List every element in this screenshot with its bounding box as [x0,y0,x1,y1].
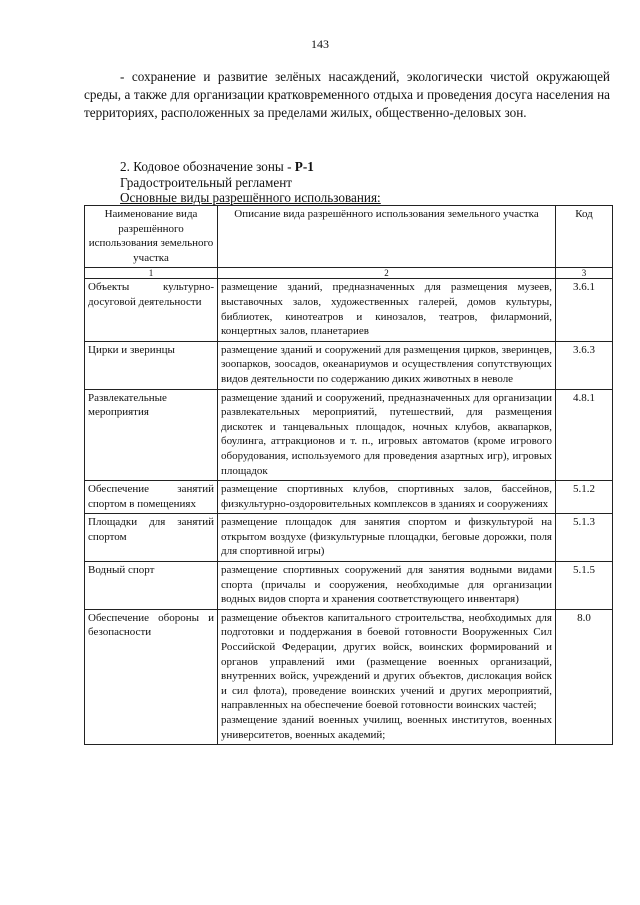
use-name: Цирки и зверинцы [85,341,218,389]
use-description: размещение спортивных сооружений для занятия водными видами спорта (причалы и сооружения, необходимые для организации водных видов спорта и хранения соответствующего инвентаря) [218,562,556,610]
table-row [85,481,613,514]
column-number: 3 [556,268,613,279]
use-description: размещение спортивных клубов, спортивных залов, бассейнов, физкультурно-оздоровительных комплексов в зданиях и сооружениях [218,481,556,514]
header-name: Наименование вида разрешённого использования земельного участка [85,206,218,268]
use-name: Обеспечение занятий спортом в помещениях [85,481,218,514]
use-description-continued: размещение зданий военных училищ, военных институтов, военных университетов, военных академий; [221,714,552,741]
table-row [85,341,613,389]
table-row [85,279,613,341]
regulation-heading: Градостроительный регламент [120,175,293,190]
use-description: размещение зданий и сооружений для размещения цирков, зверинцев, зоопарков, зоосадов, океанариумов и осуществления сопутствующих видов деятельности по содержанию диких животных в неволе [218,341,556,389]
table-row [85,562,613,610]
use-description: размещение зданий, предназначенных для размещения музеев, выставочных залов, художественных галерей, домов культуры, библиотек, кинотеатров и кинозалов, театров, филармоний, концертных залов, планетариев [218,279,556,341]
header-code: Код [556,206,613,268]
table-row [85,514,613,562]
page-number: 143 [311,37,329,51]
zone-code-prefix: 2. Кодовое обозначение зоны - [120,159,295,174]
use-code: 3.6.1 [556,279,613,341]
column-number-row [85,268,613,279]
use-code: 5.1.5 [556,562,613,610]
use-name: Объекты культурно-досуговой деятельности [85,279,218,341]
use-description-cell [218,609,556,744]
use-name: Обеспечение обороны и безопасности [85,609,218,744]
use-name: Развлекательные мероприятия [85,389,218,481]
use-name: Площадки для занятий спортом [85,514,218,562]
table-row [85,609,613,744]
use-code: 5.1.2 [556,481,613,514]
header-description: Описание вида разрешённого использования земельного участка [218,206,556,268]
use-description: размещение площадок для занятия спортом и физкультурой на открытом воздухе (физкультурные площадки, беговые дорожки, поля для спортивной игры) [218,514,556,562]
use-code: 4.8.1 [556,389,613,481]
use-description: размещение зданий и сооружений, предназначенных для организации развлекательных мероприятий, путешествий, для размещения дискотек и танцевальных площадок, ночных клубов, аквапарков, боулинга, аттракционов и т. п., игровых автоматов (кроме игрового оборудования, используемого для проведения азартных игр), игровых площадок [218,389,556,481]
intro-paragraph: - сохранение и развитие зелёных насаждений, экологически чистой окружающей среды, а также для организации кратковременного отдыха и проведения досуга населения на территориях, расположенных за пределами жилых, общественно-деловых зон. [84,69,610,120]
table-row [85,389,613,481]
basic-uses-heading: Основные виды разрешённого использования: [120,190,381,205]
use-code: 5.1.3 [556,514,613,562]
use-code: 8.0 [556,609,613,744]
zone-code: Р-1 [294,159,314,174]
zone-code-line [120,158,314,175]
column-number: 2 [218,268,556,279]
use-code: 3.6.3 [556,341,613,389]
use-name: Водный спорт [85,562,218,610]
table-header-row [85,206,613,268]
land-use-table [84,205,613,745]
use-description: размещение объектов капитального строительства, необходимых для подготовки и поддержания в боевой готовности Вооруженных Сил Российской Федерации, других войск, воинских формирований и органов управлений ими (размещение военных организаций, внутренних войск, учреждений и других объектов, дислокация войск и сил флота), проведение воинских учений и других мероприятий, направленных на обеспечение боевой готовности воинских частей; [221,611,552,712]
column-number: 1 [85,268,218,279]
